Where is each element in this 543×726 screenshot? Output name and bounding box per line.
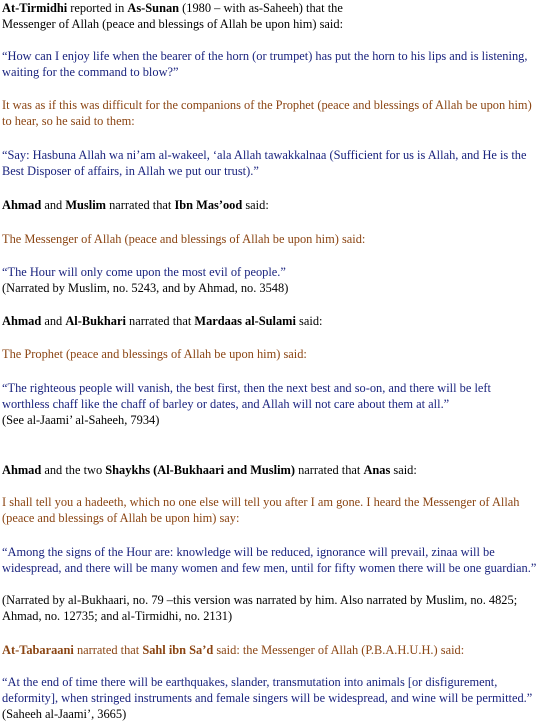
narrator-name: Mardaas al-Sulami: [194, 314, 296, 328]
hadith-quote: [2, 674, 541, 722]
narrator-name: Ahmad: [2, 198, 42, 212]
narration-text: narrated that: [125, 314, 195, 328]
context-text: It was as if this was difficult for the companions of the Prophet (peace and blessings of Allah be upon him) to hear, so he said to them:: [2, 98, 532, 128]
hadith-quote: “Among the signs of the Hour are: knowledge will be reduced, ignorance will prevail, zinaa will be widespread, and there will be many women and few men, until for fifty women there will be one guardian.”: [2, 545, 537, 575]
narrator-name: Ahmad: [2, 463, 42, 477]
hadith-quote: “How can I enjoy life when the bearer of the horn (or trumpet) has put the horn to his lips and is listening, waiting for the command to blow?”: [2, 49, 528, 79]
context-text: The Messenger of Allah (peace and blessings of Allah be upon him) said:: [2, 232, 366, 246]
narration-text: said:: [390, 463, 417, 477]
narration-intro: [2, 642, 541, 658]
narrator-name: Ahmad: [2, 314, 42, 328]
narration-text: said: the Messenger of Allah (P.B.A.H.U.H.) said:: [213, 643, 465, 657]
narration-intro: [2, 462, 541, 478]
narration-text: narrated that: [105, 198, 175, 212]
book-name: As-Sunan: [127, 1, 180, 15]
narrator-name: Ibn Mas’ood: [174, 198, 243, 212]
reference-text: (Saheeh al-Jaami’, 3665): [2, 707, 127, 721]
narrator-name: Muslim: [65, 198, 106, 212]
narration-text: said:: [242, 198, 269, 212]
narrator-name: Anas: [363, 463, 391, 477]
narration-intro: [2, 0, 541, 32]
narration-intro: [2, 313, 541, 329]
narrator-name: At-Tirmidhi: [2, 1, 68, 15]
narrator-name: At-Tabaraani: [2, 643, 74, 657]
narration-text: Messenger of Allah (peace and blessings of Allah be upon him) said:: [2, 17, 344, 31]
narrator-name: Sahl ibn Sa’d: [142, 643, 214, 657]
narration-text: (1980 – with as-Saheeh) that the: [179, 1, 343, 15]
narration-intro: [2, 197, 541, 213]
context-text: I shall tell you a hadeeth, which no one else will tell you after I am gone. I heard the Messenger of Allah (peace and blessings of Allah be upon him) say:: [2, 495, 520, 525]
narration-text: and the two: [41, 463, 106, 477]
reference-text: (See al-Jaami’ al-Saheeh, 7934): [2, 413, 160, 427]
hadith-quote: “The Hour will only come upon the most evil of people.”: [2, 265, 286, 279]
reference-text: (Narrated by al-Bukhaari, no. 79 –this version was narrated by him. Also narrated by Muslim, no. 4825; Ahmad, no. 12735; and al-Tirmidhi, no. 2131): [2, 593, 518, 623]
narration-text: narrated that: [294, 463, 364, 477]
context-text: The Prophet (peace and blessings of Allah be upon him) said:: [2, 347, 307, 361]
hadith-quote: “Say: Hasbuna Allah wa ni’am al-wakeel, ‘ala Allah tawakkalnaa (Sufficient for us is Allah, and He is the Best Disposer of affairs, in Allah we put our trust).”: [2, 148, 527, 178]
hadith-quote: “The righteous people will vanish, the best first, then the next best and so-on, and there will be left worthless chaff like the chaff of barley or dates, and Allah will not care about them at all.”: [2, 381, 491, 411]
hadith-text: “At the end of time there will be earthquakes, slander, transmutation into animals [or disfigurement, deformity], when stringed instruments and female singers will be widespread, and wine will be permitted.”: [2, 675, 533, 705]
narration-text: and: [41, 198, 66, 212]
narration-text: narrated that: [73, 643, 143, 657]
reference-text: (Narrated by Muslim, no. 5243, and by Ahmad, no. 3548): [2, 281, 289, 295]
narration-text: said:: [295, 314, 323, 328]
narration-text: and: [41, 314, 66, 328]
narrator-name: Shaykhs (Al-Bukhaari and Muslim): [105, 463, 295, 477]
narrator-name: Al-Bukhari: [65, 314, 126, 328]
narration-text: reported in: [67, 1, 128, 15]
